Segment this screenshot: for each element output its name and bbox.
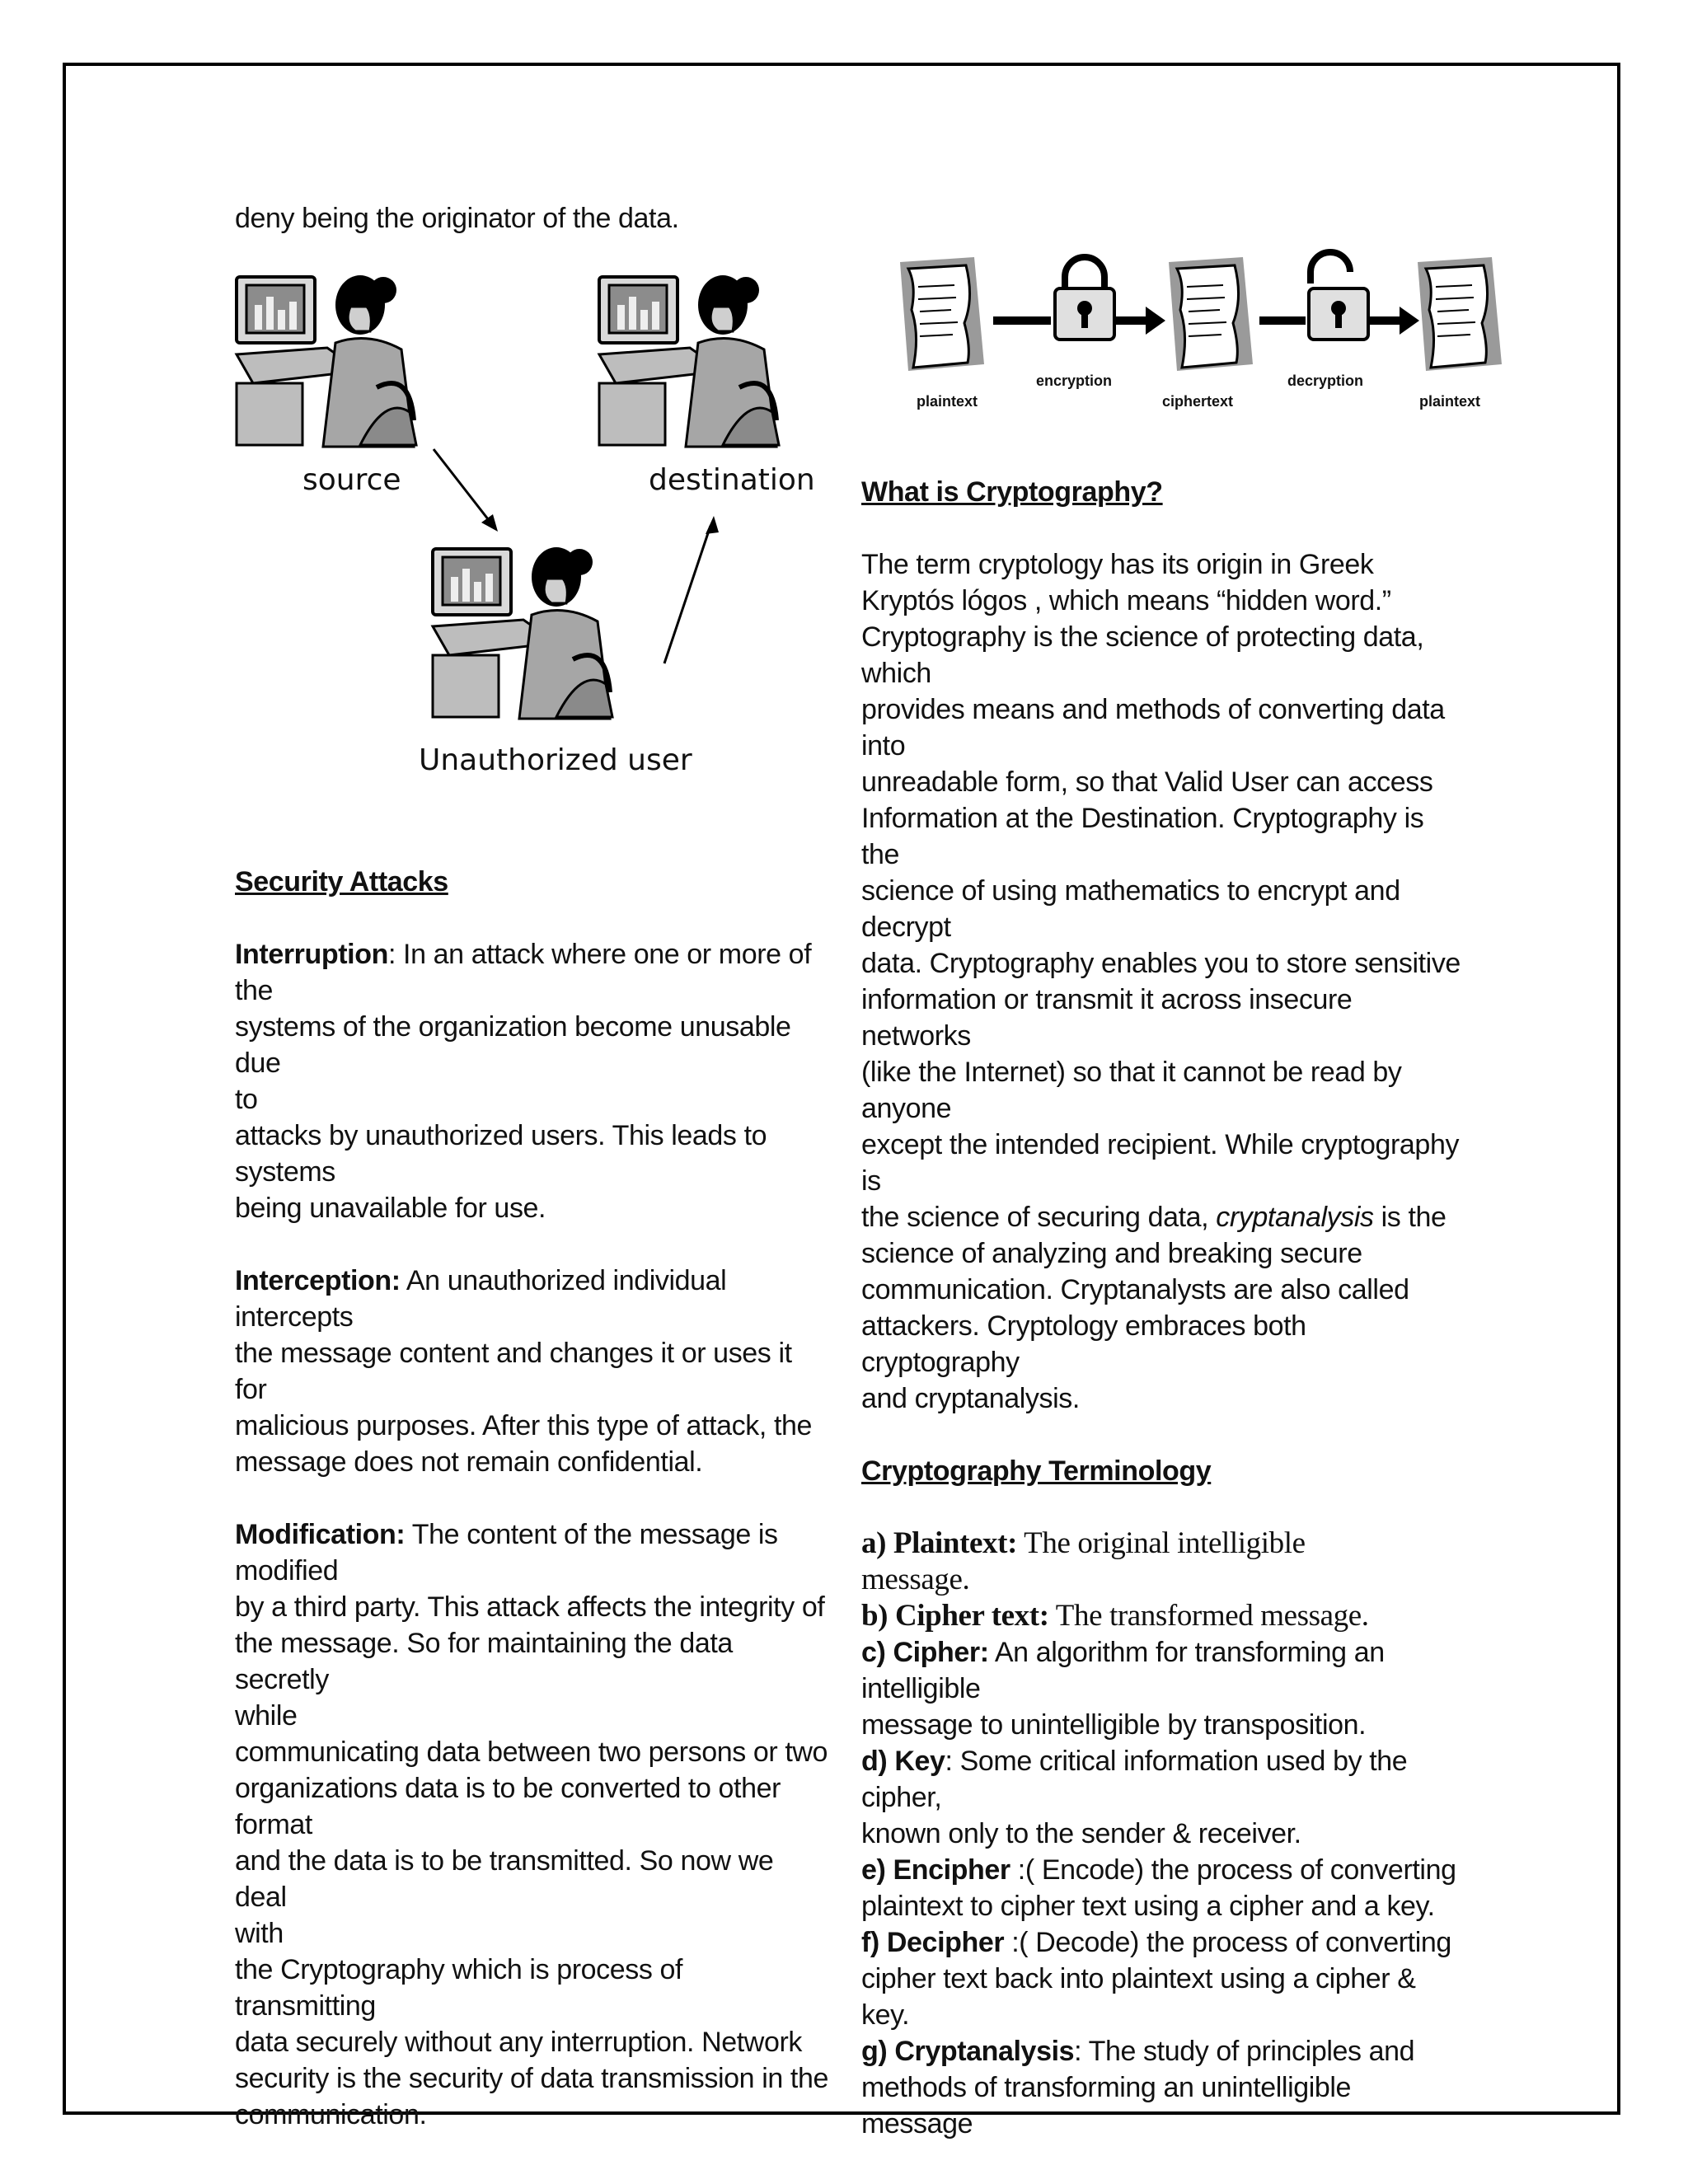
destination-label: destination <box>649 463 815 497</box>
plaintext-output-caption: plaintext <box>1419 393 1481 410</box>
interception-term: Interception: <box>235 1265 401 1296</box>
what-is-cryptography-heading: What is Cryptography? <box>861 476 1163 508</box>
plaintext-document-icon <box>900 257 984 371</box>
ciphertext-caption: ciphertext <box>1162 393 1234 410</box>
unlock-icon <box>1309 252 1368 340</box>
encryption-caption: encryption <box>1036 373 1113 389</box>
ciphertext-document-icon <box>1169 257 1253 371</box>
interruption-paragraph: Interruption: In an attack where one or more of <box>235 939 812 970</box>
top-line: deny being the originator of the data. <box>235 203 679 234</box>
source-label: source <box>302 463 401 497</box>
plaintext-caption: plaintext <box>917 393 978 410</box>
cryptography-terminology-heading: Cryptography Terminology <box>861 1455 1212 1487</box>
security-attacks-section: Security Attacks Interruption: In an attack where one or more of the systems of the organization become unusable due to attacks by unauthorized users. This leads to systems being unavailable for use. Interception: An unauthorized individual intercepts the message content and changes it or uses it for malicious purposes. After this type of attack, the message does not remain confidential. Modification: The content of the message is modified by a third party. This attack affects the integrity of the message. So for maintaining the data secretly while communicating data between two persons or two organizations data is to be converted to other format and the data is to be transmitted. So now we deal with the Cryptography which is process of transmitting data securely without any interruption. Network security is the security of data transmission in the communication. <box>235 864 828 2133</box>
unauthorized-user-label: Unauthorized user <box>419 743 692 777</box>
plaintext-output-document-icon <box>1418 257 1502 371</box>
modification-paragraph: Modification: The content of the message is <box>235 1519 778 1550</box>
decryption-caption: decryption <box>1287 373 1364 389</box>
lock-icon <box>1055 257 1114 340</box>
interruption-term: Interruption <box>235 939 388 970</box>
security-attacks-heading: Security Attacks <box>235 866 448 898</box>
what-is-cryptography-section: What is Cryptography? The term cryptology has its origin in Greek Kryptós lógos , which means “hidden word.” Cryptography is the science of protecting data, which provides means and methods of converting data into unreadable form, so that Valid User can access Information at the Destination. Cryptography is the science of using mathematics to encrypt and decrypt data. Cryptography enables you to store sensitive information or transmit it across insecure networks (like the Internet) so that it cannot be read by anyone except the intended recipient. While cryptography is the science of securing data, cryptanalysis is the science of analyzing and breaking secure communication. Cryptanalysts are also called attackers. Cryptology embraces both cryptography and cryptanalysis. Cryptography Terminology a) Plaintext: The original intelligible message. b) Cipher text: The transformed message. c) Cipher: An algorithm for transforming an intelligible message to unintelligible by transposition. d) Key: Some critical information used by the cipher, known only to the sender & receiver. e) Encipher :( Encode) the process of converting plaintext to cipher text using a cipher and a key. f) Decipher :( Decode) the process of converting cipher text back into plaintext using a cipher & key. g) Cryptanalysis: The study of principles and methods of transforming an unintelligible message <box>861 474 1463 2142</box>
modification-term: Modification: <box>235 1519 406 1550</box>
interception-paragraph: Interception: An unauthorized individual <box>235 1265 727 1296</box>
